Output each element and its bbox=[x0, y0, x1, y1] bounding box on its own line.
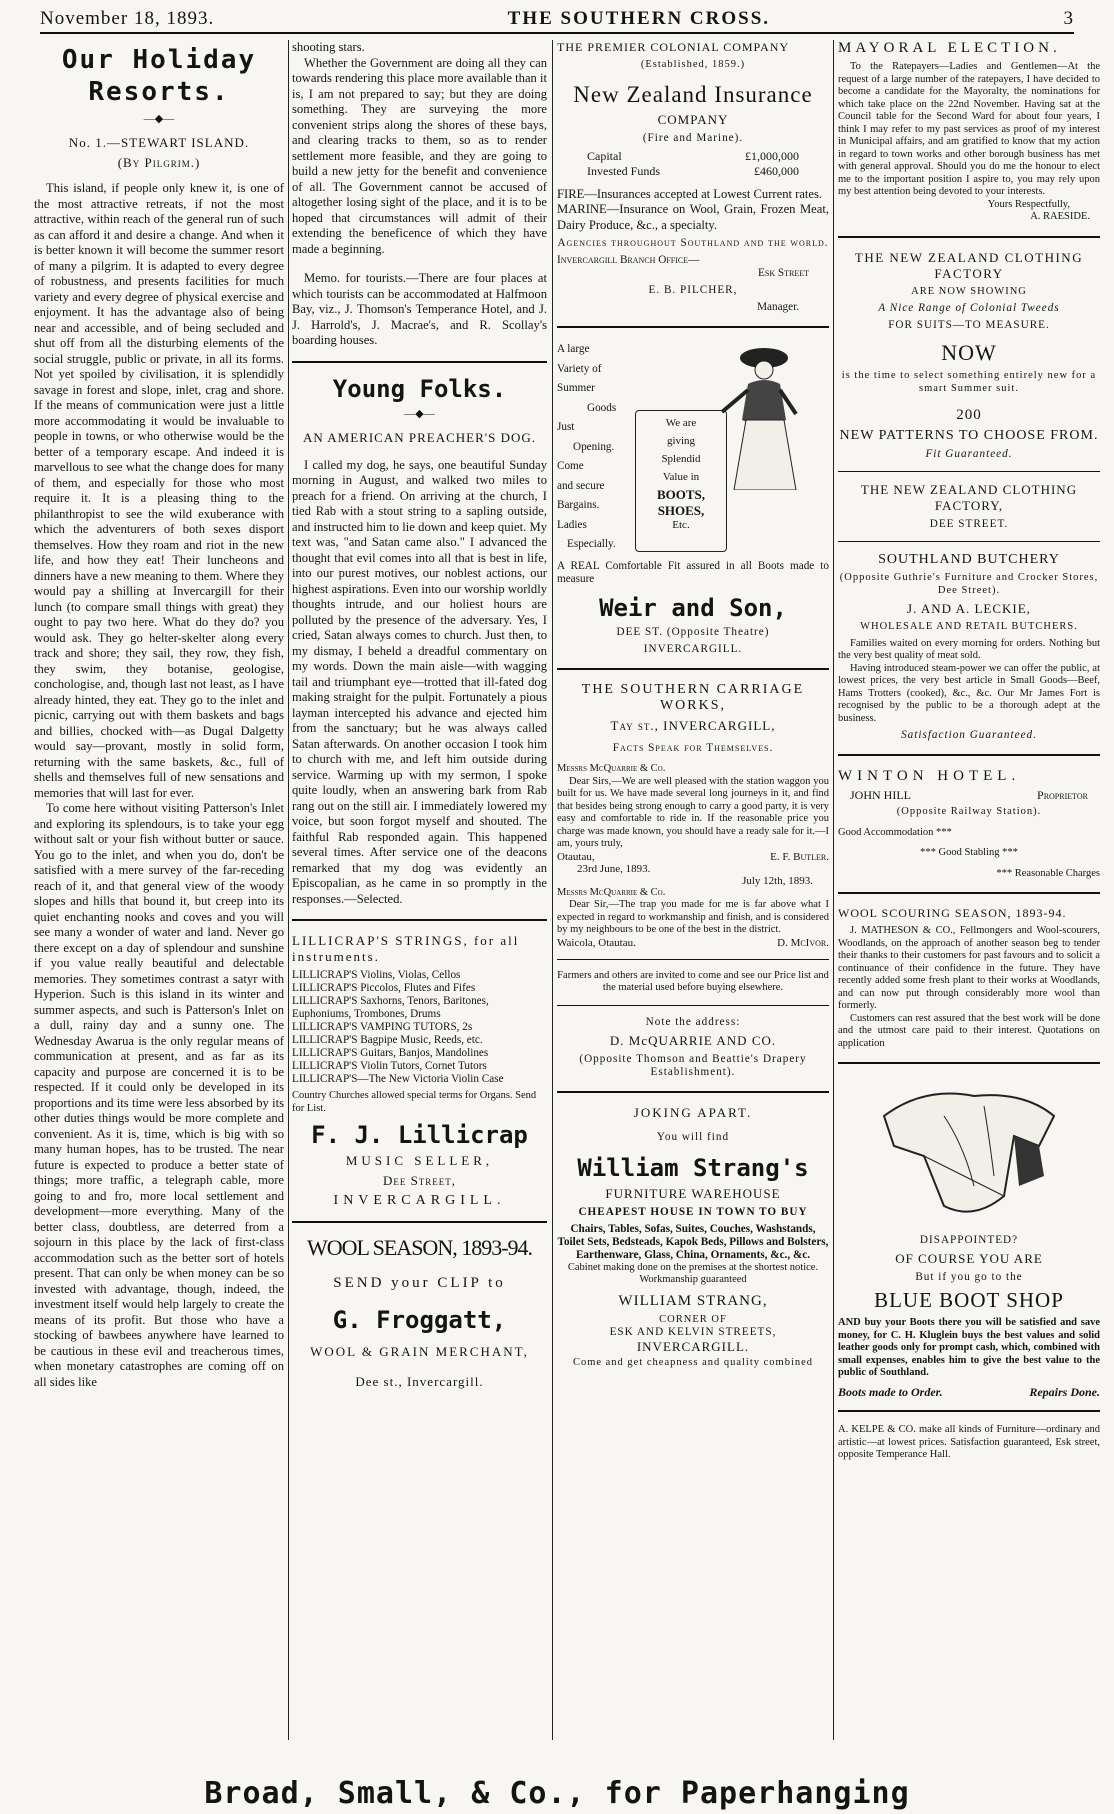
letter-signature bbox=[557, 851, 829, 863]
ad-company: COMPANY bbox=[657, 111, 729, 127]
mayoral-election-ad bbox=[838, 40, 1100, 224]
funds-row bbox=[557, 164, 829, 179]
kelpe-furniture-ad bbox=[838, 1424, 1100, 1462]
ad-text: A. KELPE & CO. make all kinds of Furniture—ordinary and artistic—at lowest prices. Satisfaction guaranteed, Esk street, opposite Temperance Hall. bbox=[838, 1424, 1100, 1460]
letter-date: 23rd June, 1893. bbox=[577, 862, 651, 875]
ad-kind: WHOLESALE AND RETAIL BUTCHERS. bbox=[860, 621, 1078, 632]
letter-signer: D. McIvor. bbox=[777, 936, 829, 949]
ad-firm: D. McQUARRIE AND CO. bbox=[609, 1032, 777, 1048]
ad-name: William Strang's bbox=[577, 1153, 809, 1182]
poster-line: Come bbox=[557, 460, 584, 472]
letter-place: Otautau, bbox=[557, 850, 595, 863]
footer-banner: Broad, Small, & Co., for Paperhanging bbox=[204, 1776, 910, 1811]
ad-range: A Nice Range of Colonial Tweeds bbox=[878, 302, 1060, 314]
winton-hotel-ad bbox=[838, 768, 1100, 880]
ad-street: Tay st., INVERCARGILL, bbox=[610, 718, 776, 733]
ad-address: Dee st., Invercargill. bbox=[355, 1374, 484, 1389]
title-line: Our Holiday bbox=[61, 45, 257, 75]
ad-heading: WOOL SEASON, 1893-94. bbox=[306, 1235, 533, 1260]
ad-warehouse: FURNITURE WAREHOUSE bbox=[605, 1185, 781, 1201]
sack-line: SHOES, bbox=[657, 503, 705, 518]
ad-slogan: Come and get cheapness and quality combined bbox=[572, 1357, 814, 1368]
ad-services bbox=[838, 1386, 1100, 1399]
ad-line: LILLICRAP'S Violin Tutors, Cornet Tutors bbox=[292, 1060, 487, 1072]
poster-line: Ladies bbox=[557, 518, 587, 531]
ad-paragraph: Customers can rest assured that the best work will be done and the utmost care paid to their interest. Quotations on application bbox=[838, 1012, 1100, 1049]
ad-invite: Farmers and others are invited to come and see our Price list and the material used before buying elsewhere. bbox=[557, 969, 829, 993]
divider bbox=[838, 1062, 1100, 1064]
sack-line: giving bbox=[666, 435, 696, 447]
divider bbox=[838, 892, 1100, 894]
poster-line: Bargains. bbox=[557, 499, 600, 511]
ad-but: But if you go to the bbox=[915, 1271, 1023, 1283]
article-series: No. 1.—STEWART ISLAND. bbox=[68, 135, 250, 150]
ad-name: F. J. Lillicrap bbox=[311, 1121, 528, 1149]
section-title: Young Folks. bbox=[332, 374, 507, 403]
byline: (By Pilgrim.) bbox=[117, 155, 201, 170]
page-number: 3 bbox=[1063, 8, 1074, 29]
ad-streets: ESK AND KELVIN STREETS, bbox=[609, 1326, 777, 1338]
ad-line: LILLICRAP'S Bagpipe Music, Reeds, etc. bbox=[292, 1034, 483, 1046]
story-text: I called my dog, he says, one beautiful Sunday morning in August, and walked two miles to preach for a friend. On arriving at the church, I tied Rab with a stout string to a sapling outside, and instructed him to lie down and keep quiet. My text was, "and Satan came also." I advanced the thought that evil comes into all that is best in life, into our purest motives, our noblest actions, our highest aspirations. Even into our worship worldly thoughts intrude, and our holiest hours are polluted by the presence of the adversary. Yes, I cried, Satan always comes to church. Just then, to my dismay, I beheld a dreadful commentary on my words. Down the main aisle—with wagging tail and triumphant eye—trotted that ill-fated dog making straight for the pulpit. Fortunately a pious layman intercepted his advance and ejected him from the sanctuary; but he was always called Satan afterwards. On another occasion I took him to church with me, and left him outside during service. Warming up with my sermon, I spoke quite loudly, when an answering bark from Rab rang out on the still air. I immediately lowered my voice, but soon forgot myself and shouted. The faithful Rab responded again. This happened several times. After service one of the deacons remarked that my dog was evidently an Episcopalian, as he came in so promptly in the responses.—Selected. bbox=[292, 457, 547, 906]
poster-line: Just bbox=[557, 421, 575, 433]
blue-boot-shop-ad bbox=[838, 1076, 1100, 1398]
butchery-ad bbox=[838, 552, 1100, 742]
ad-text: AND buy your Boots there you will be satisfied and save money, for C. H. Kluglein buys the best values and solid leather goods only for prompt cash, which, combined with small expenses, enables him to give the best value to the public of Southland. bbox=[838, 1317, 1100, 1378]
funds-label: Invested Funds bbox=[587, 163, 660, 178]
divider bbox=[292, 1221, 547, 1223]
ad-close: Yours Respectfully, bbox=[987, 198, 1070, 210]
ad-cheapest: CHEAPEST HOUSE IN TOWN TO BUY bbox=[578, 1205, 808, 1218]
letter-place: Waicola, Otautau. bbox=[557, 936, 636, 949]
ad-line: LILLICRAP'S Saxhorns, Tenors, Baritones, Euphoniums, Trombones, Drums bbox=[292, 995, 489, 1020]
ad-heading: MAYORAL ELECTION. bbox=[838, 40, 1061, 56]
ad-suits: FOR SUITS—TO MEASURE. bbox=[888, 319, 1050, 331]
divider bbox=[838, 236, 1100, 238]
letter-recipient: Messrs McQuarrie & Co. bbox=[557, 763, 666, 774]
lady-illustration-icon bbox=[712, 340, 812, 490]
ad-heading: SOUTHLAND BUTCHERY bbox=[878, 552, 1060, 567]
ad-fit: A REAL Comfortable Fit assured in all Boots made to measure bbox=[557, 560, 829, 585]
divider bbox=[292, 361, 547, 363]
clothing-factory-ad bbox=[838, 250, 1100, 532]
ad-name: G. Froggatt, bbox=[332, 1306, 507, 1334]
ad-note: Country Churches allowed special terms for Organs. Send for List. bbox=[292, 1090, 537, 1114]
ad-showing: ARE NOW SHOWING bbox=[911, 285, 1027, 297]
ad-paragraph: Families waited on every morning for orders. Nothing but the very best quality of meat sold. bbox=[838, 637, 1100, 661]
column-rule bbox=[288, 40, 289, 1740]
hotel-owner-row bbox=[838, 789, 1100, 802]
ad-paragraph: Having introduced steam-power we can offer the public, at lowest prices, the very best article in Small Goods—Beef, Hams Trotters (cooked), &c., &c. Our Mr James Fort is recognised by the public to be a thorough adept at the business. bbox=[838, 662, 1100, 724]
column-three bbox=[557, 40, 829, 1730]
letter-recipient: Messrs McQuarrie & Co. bbox=[557, 886, 666, 898]
ad-send: SEND your CLIP to bbox=[333, 1275, 506, 1291]
capital-label: Capital bbox=[587, 148, 622, 163]
ad-service: Boots made to Order. bbox=[838, 1384, 943, 1399]
strang-furniture-ad bbox=[557, 1105, 829, 1370]
letter-date: July 12th, 1893. bbox=[742, 874, 813, 887]
ad-address: (Opposite Guthrie's Furniture and Crocker Stores, Dee Street). bbox=[839, 572, 1099, 596]
boots-poster bbox=[557, 340, 829, 560]
ad-corner: CORNER OF bbox=[659, 1313, 727, 1325]
capital-row bbox=[557, 149, 829, 164]
ad-items: Chairs, Tables, Sofas, Suites, Couches, Washstands, Toilet Sets, Bedsteads, Kapok Beds, Pillows and Bolsters, Earthenware, Glass, China, Ornaments, &c., &c. bbox=[557, 1222, 829, 1261]
ad-street: DEE ST. (Opposite Theatre) bbox=[616, 626, 770, 638]
divider bbox=[838, 1410, 1100, 1412]
ad-trade: WOOL & GRAIN MERCHANT, bbox=[310, 1344, 529, 1359]
ad-ofcourse: OF COURSE YOU ARE bbox=[895, 1251, 1043, 1266]
sack-line: Etc. bbox=[672, 519, 690, 531]
ad-fire: FIRE—Insurances accepted at Lowest Current rates. bbox=[557, 186, 823, 201]
poster-line: Variety of bbox=[557, 362, 602, 375]
ornament-divider: —◆— bbox=[404, 407, 435, 420]
ad-heading: THE NEW ZEALAND CLOTHING FACTORY bbox=[854, 249, 1084, 281]
ad-name: Weir and Son, bbox=[599, 594, 787, 622]
ad-branch: Invercargill Branch Office— bbox=[557, 254, 700, 266]
hotel-owner: JOHN HILL bbox=[850, 788, 911, 802]
sack-line: BOOTS, bbox=[656, 487, 706, 502]
divider bbox=[557, 326, 829, 328]
ad-address: (Opposite Thomson and Beattie's Drapery Establishment). bbox=[579, 1052, 807, 1078]
letter-signature bbox=[557, 937, 829, 949]
column-four bbox=[838, 40, 1100, 1730]
letter-text: Dear Sirs,—We are well pleased with the station waggon you built for us. We have made several long journeys in it, and find that besides being strong enough to carry a good party, it is very easy and comfortable to ride in. If the reasonable price you charge was made known, you should have a ready sale for it.—I am, yours truly, bbox=[557, 775, 829, 849]
page-header bbox=[40, 4, 1074, 34]
letter-text: Dear Sir,—The trap you made for me is far above what I expected in regard to workmanship and finish, and is considered by my neighbours to be one of the best in the district. bbox=[557, 899, 829, 935]
title-line: Resorts. bbox=[88, 77, 230, 107]
ad-firm: J. AND A. LECKIE, bbox=[907, 601, 1031, 616]
ad-text: To the Ratepayers—Ladies and Gentlemen—At the request of a large number of the ratepayers, I have decided to become a candidate for the Mayoralty, the nominations for which take place on the 22nd November. Having sat at the Council table for the Second Ward for about four years, I think I may refer to my past services as proof of my interest in Municipal affairs, and am gratified to know that my action in regard to town works and other borough business has met with general approval. Should you do me the honour to elect me to the important position I aspire to, you may rely upon my best attention being devoted to your interests. bbox=[838, 61, 1100, 197]
hotel-address: (Opposite Railway Station). bbox=[896, 806, 1042, 817]
ad-note: Note the address: bbox=[645, 1015, 741, 1028]
weir-boots-ad bbox=[557, 340, 829, 656]
ad-manager: E. B. PILCHER, bbox=[648, 284, 738, 296]
poster-line: Goods bbox=[587, 401, 617, 414]
ad-signature: A. RAESIDE. bbox=[1030, 211, 1090, 222]
funds-value: £460,000 bbox=[754, 163, 799, 178]
ad-name-repeat: WILLIAM STRANG, bbox=[618, 1292, 768, 1309]
article-paragraph: This island, if people only knew it, is one of the most attractive retreats, if not the most attractive, within reach of the general run of such as can afford it and desire a change. And when it is better known it will become the summer resort of many a pilgrim. It is adapted to every degree of robustness, and presents facilities for much variety and every degree of physical exercise and enjoyment. It has the advantage also of being near and accessible, and of being secluded and shut off from all the disturbing elements of the social struggle, public or private, in all its forms. Not yet spoiled by civilisation, it is splendidly savage in forest and slope, inlet, crag and shore. If the means of communication were just a little more accommodating it would be invaluable to people in towns, or who otherwise would be the better of a temporary escape. And indeed it is marvellous to see what the change does for many of them, and especially for those who most require it. It is a pleasing thing to the philanthropist to see the wild exuberance with which the adventurers of both sexes disport themselves. How they roam and riot in the new life, and how they eat! Their luncheons and dinners have a new meaning to them. Where they would pay a shilling at Invercargill for their lunch (to compare small things with great) they ought to pay two here. What do they do? you would ask. They go helter-skelter along every track and shore; they sail, they row, they fish, they swim, they botanise, geologise, conchologise, and, though last not least, as I have already hinted, they eat. They go to the inlet and picnic, carrying out with them baskets and bags and billies, chocked with—as Dugal Dalgetty would say—provant, mostly in solid form, returning with the same baskets, &c., full of shells and themselves full of new sensations and memories that will last for ever. bbox=[34, 181, 284, 800]
ad-fit: Fit Guaranteed. bbox=[925, 448, 1013, 460]
ad-name: BLUE BOOT SHOP bbox=[874, 1288, 1064, 1312]
story-title: AN AMERICAN PREACHER'S DOG. bbox=[302, 429, 537, 445]
wool-scouring-ad bbox=[838, 906, 1100, 1050]
lillicrap-ad bbox=[292, 933, 547, 1209]
sack-line: Value in bbox=[662, 471, 700, 483]
ad-est: (Established, 1859.) bbox=[640, 59, 746, 70]
ad-heading: WOOL SCOURING SEASON, 1893-94. bbox=[838, 906, 1067, 920]
poster-line: Opening. bbox=[573, 440, 615, 453]
ad-count: 200 bbox=[956, 407, 982, 423]
ad-heading: JOKING APART. bbox=[633, 1104, 753, 1120]
ad-patterns: NEW PATTERNS TO CHOOSE FROM. bbox=[839, 428, 1099, 443]
ad-heading: THE PREMIER COLONIAL COMPANY bbox=[557, 40, 790, 54]
divider bbox=[557, 959, 829, 960]
insurance-ad bbox=[557, 40, 829, 314]
ad-time: is the time to select something entirely new for a smart Summer suit. bbox=[841, 370, 1097, 394]
article-paragraph: To come here without visiting Patterson's Inlet and exploring its splendours, is to take your egg without salt or your fish without butter or sauce. You go to the inlet, and when you do, don't be satisfied with a mere survey of the far-receding reach of it, and that general view of the woody slopes and hills that bound it, but creep into its quiet enchanting nooks and coves and you will see many a wonder of water and land. Never go there except on a day of splendour and sunshine if you value really beautiful and delectable memories. They sometimes contrast a satyr with Hyperion. Such is this island in its winter and summer aspects, and such is Patterson's Inlet on a dull, rainy day and a sunny one. The Wednesday Awarua is the only regular means of communication at present, and as far as its capacity and purpose are concerned it is to be respected. If it could only be developed in its proportions and its time were less absorbed by its other duties things would be more complete and convenient. As it is, time, which is big with so many human hopes, has to be trusted. The near future is expected to produce a better state of things; more traffic, a telegraph cable, more going to and fro, more local settlement and development—more everything. Many of the better class, doubtless, are deterred from a sojourn in this place by the lack of first-class accommodation such as the better sort of hotels present. That can only be when money can be so invested with advantage, though, indeed, the investment itself would help largely to create the means of its profit. But those who have a stocking of bawbees anywhere have learned to be cautious in these evil and treacherous times, when monetary catastrophes are coming off on all sides like bbox=[34, 801, 284, 1389]
ad-service: Repairs Done. bbox=[1029, 1384, 1100, 1399]
issue-date: November 18, 1893. bbox=[40, 8, 215, 29]
divider bbox=[557, 1005, 829, 1006]
ad-satisfaction: Satisfaction Guaranteed. bbox=[901, 729, 1037, 741]
column-rule bbox=[833, 40, 834, 1740]
poster-line: and secure bbox=[557, 479, 605, 492]
paper-name: THE SOUTHERN CROSS. bbox=[507, 8, 771, 29]
ad-line: LILLICRAP'S Guitars, Banjos, Mandolines bbox=[292, 1047, 489, 1059]
glove-illustration-icon bbox=[864, 1076, 1074, 1226]
ad-facts: Facts Speak for Themselves. bbox=[612, 742, 774, 754]
sack-line: Splendid bbox=[661, 453, 701, 465]
ad-street: DEE STREET. bbox=[929, 518, 1009, 530]
column-rule bbox=[552, 40, 553, 1740]
ad-marine: MARINE—Insurance on Wool, Grain, Frozen Meat, Dairy Produce, &c., a specialty. bbox=[557, 202, 829, 232]
ad-name: New Zealand Insurance bbox=[573, 81, 813, 107]
ad-town: INVERCARGILL. bbox=[333, 1193, 506, 1208]
hotel-line: Good Accommodation *** bbox=[838, 826, 952, 838]
article-paragraph: Memo. for tourists.—There are four places at which tourists can be accommodated at Halfmoon Bay, viz., J. Thomson's Temperance Hotel, and J. J. Harrold's, J. Macrae's, and R. Scollay's boarding houses. bbox=[292, 271, 547, 347]
hotel-role: Proprietor bbox=[1037, 788, 1088, 802]
sack-line: We are bbox=[665, 417, 697, 429]
froggatt-ad bbox=[292, 1235, 547, 1390]
hotel-line: *** Good Stabling *** bbox=[920, 847, 1018, 858]
divider bbox=[838, 471, 1100, 472]
ad-heading: WINTON HOTEL. bbox=[838, 768, 1021, 784]
divider bbox=[557, 668, 829, 670]
ad-line: LILLICRAP'S VAMPING TUTORS, 2s bbox=[292, 1021, 473, 1033]
poster-line: Especially. bbox=[567, 538, 616, 550]
ad-now: NOW bbox=[941, 340, 997, 365]
ad-manager-title: Manager. bbox=[757, 301, 799, 313]
ad-trade: MUSIC SELLER, bbox=[345, 1153, 494, 1168]
ad-find: You will find bbox=[656, 1130, 730, 1143]
article-title bbox=[34, 44, 284, 108]
article-paragraph: Whether the Government are doing all they can towards rendering this place more available than it is, I am not prepared to say; but they are doing something. They are surveying the more convenient strips along the shores of these bays, and clearing tracks to them, so as to render settlement more feasible, and they are going to build a new jetty for the benefit and convenience of all. The Government cannot be accused of altogether losing sight of the place, and it is to be hoped that circumstances will admit of their extending the beneficence of which they have made a beginning. bbox=[292, 55, 547, 256]
column-two bbox=[292, 40, 547, 1730]
capital-value: £1,000,000 bbox=[745, 148, 799, 163]
divider bbox=[838, 754, 1100, 756]
ornament-divider: —◆— bbox=[143, 113, 175, 125]
ad-heading: LILLICRAP'S STRINGS, for all instruments. bbox=[292, 933, 520, 964]
ad-line: LILLICRAP'S Violins, Violas, Cellos bbox=[292, 969, 461, 981]
ad-street: Esk Street bbox=[758, 267, 809, 279]
poster-line: Summer bbox=[557, 382, 595, 394]
carriage-works-ad bbox=[557, 682, 829, 1079]
ad-factory: THE NEW ZEALAND CLOTHING FACTORY, bbox=[860, 482, 1078, 513]
poster-line: A large bbox=[557, 343, 590, 355]
ad-town: INVERCARGILL. bbox=[643, 643, 743, 655]
ad-line: LILLICRAP'S—The New Victoria Violin Case bbox=[292, 1073, 504, 1085]
letter-signer: E. F. Butler. bbox=[770, 850, 829, 863]
divider bbox=[292, 919, 547, 921]
column-holiday-resorts bbox=[34, 40, 284, 1730]
ad-disappointed: DISAPPOINTED? bbox=[919, 1234, 1019, 1246]
ad-paragraph: J. MATHESON & CO., Fellmongers and Wool-scourers, Woodlands, on the approach of another season beg to tender their thanks to their customers for past favours and to solicit a continuance of their confidence in the future. They have recently added some fresh plant to their works at Woodlands, and can now put through considerably more wool than formerly. bbox=[838, 925, 1100, 1011]
ad-kind: (Fire and Marine). bbox=[642, 131, 744, 144]
ad-town: INVERCARGILL. bbox=[636, 1339, 750, 1354]
ad-line: LILLICRAP'S Piccolos, Flutes and Fifes bbox=[292, 982, 476, 994]
divider bbox=[557, 1091, 829, 1093]
poster-left-text bbox=[557, 340, 616, 555]
ad-heading: THE SOUTHERN CARRIAGE WORKS, bbox=[581, 682, 805, 713]
ad-street: Dee Street, bbox=[382, 1173, 457, 1188]
ad-cabinet: Cabinet making done on the premises at the shortest notice. Workmanship guaranteed bbox=[567, 1261, 819, 1285]
divider bbox=[838, 541, 1100, 542]
article-paragraph: shooting stars. bbox=[292, 40, 365, 54]
ad-agencies: Agencies throughout Southland and the world. bbox=[557, 237, 829, 249]
hotel-line: *** Reasonable Charges bbox=[996, 867, 1100, 879]
